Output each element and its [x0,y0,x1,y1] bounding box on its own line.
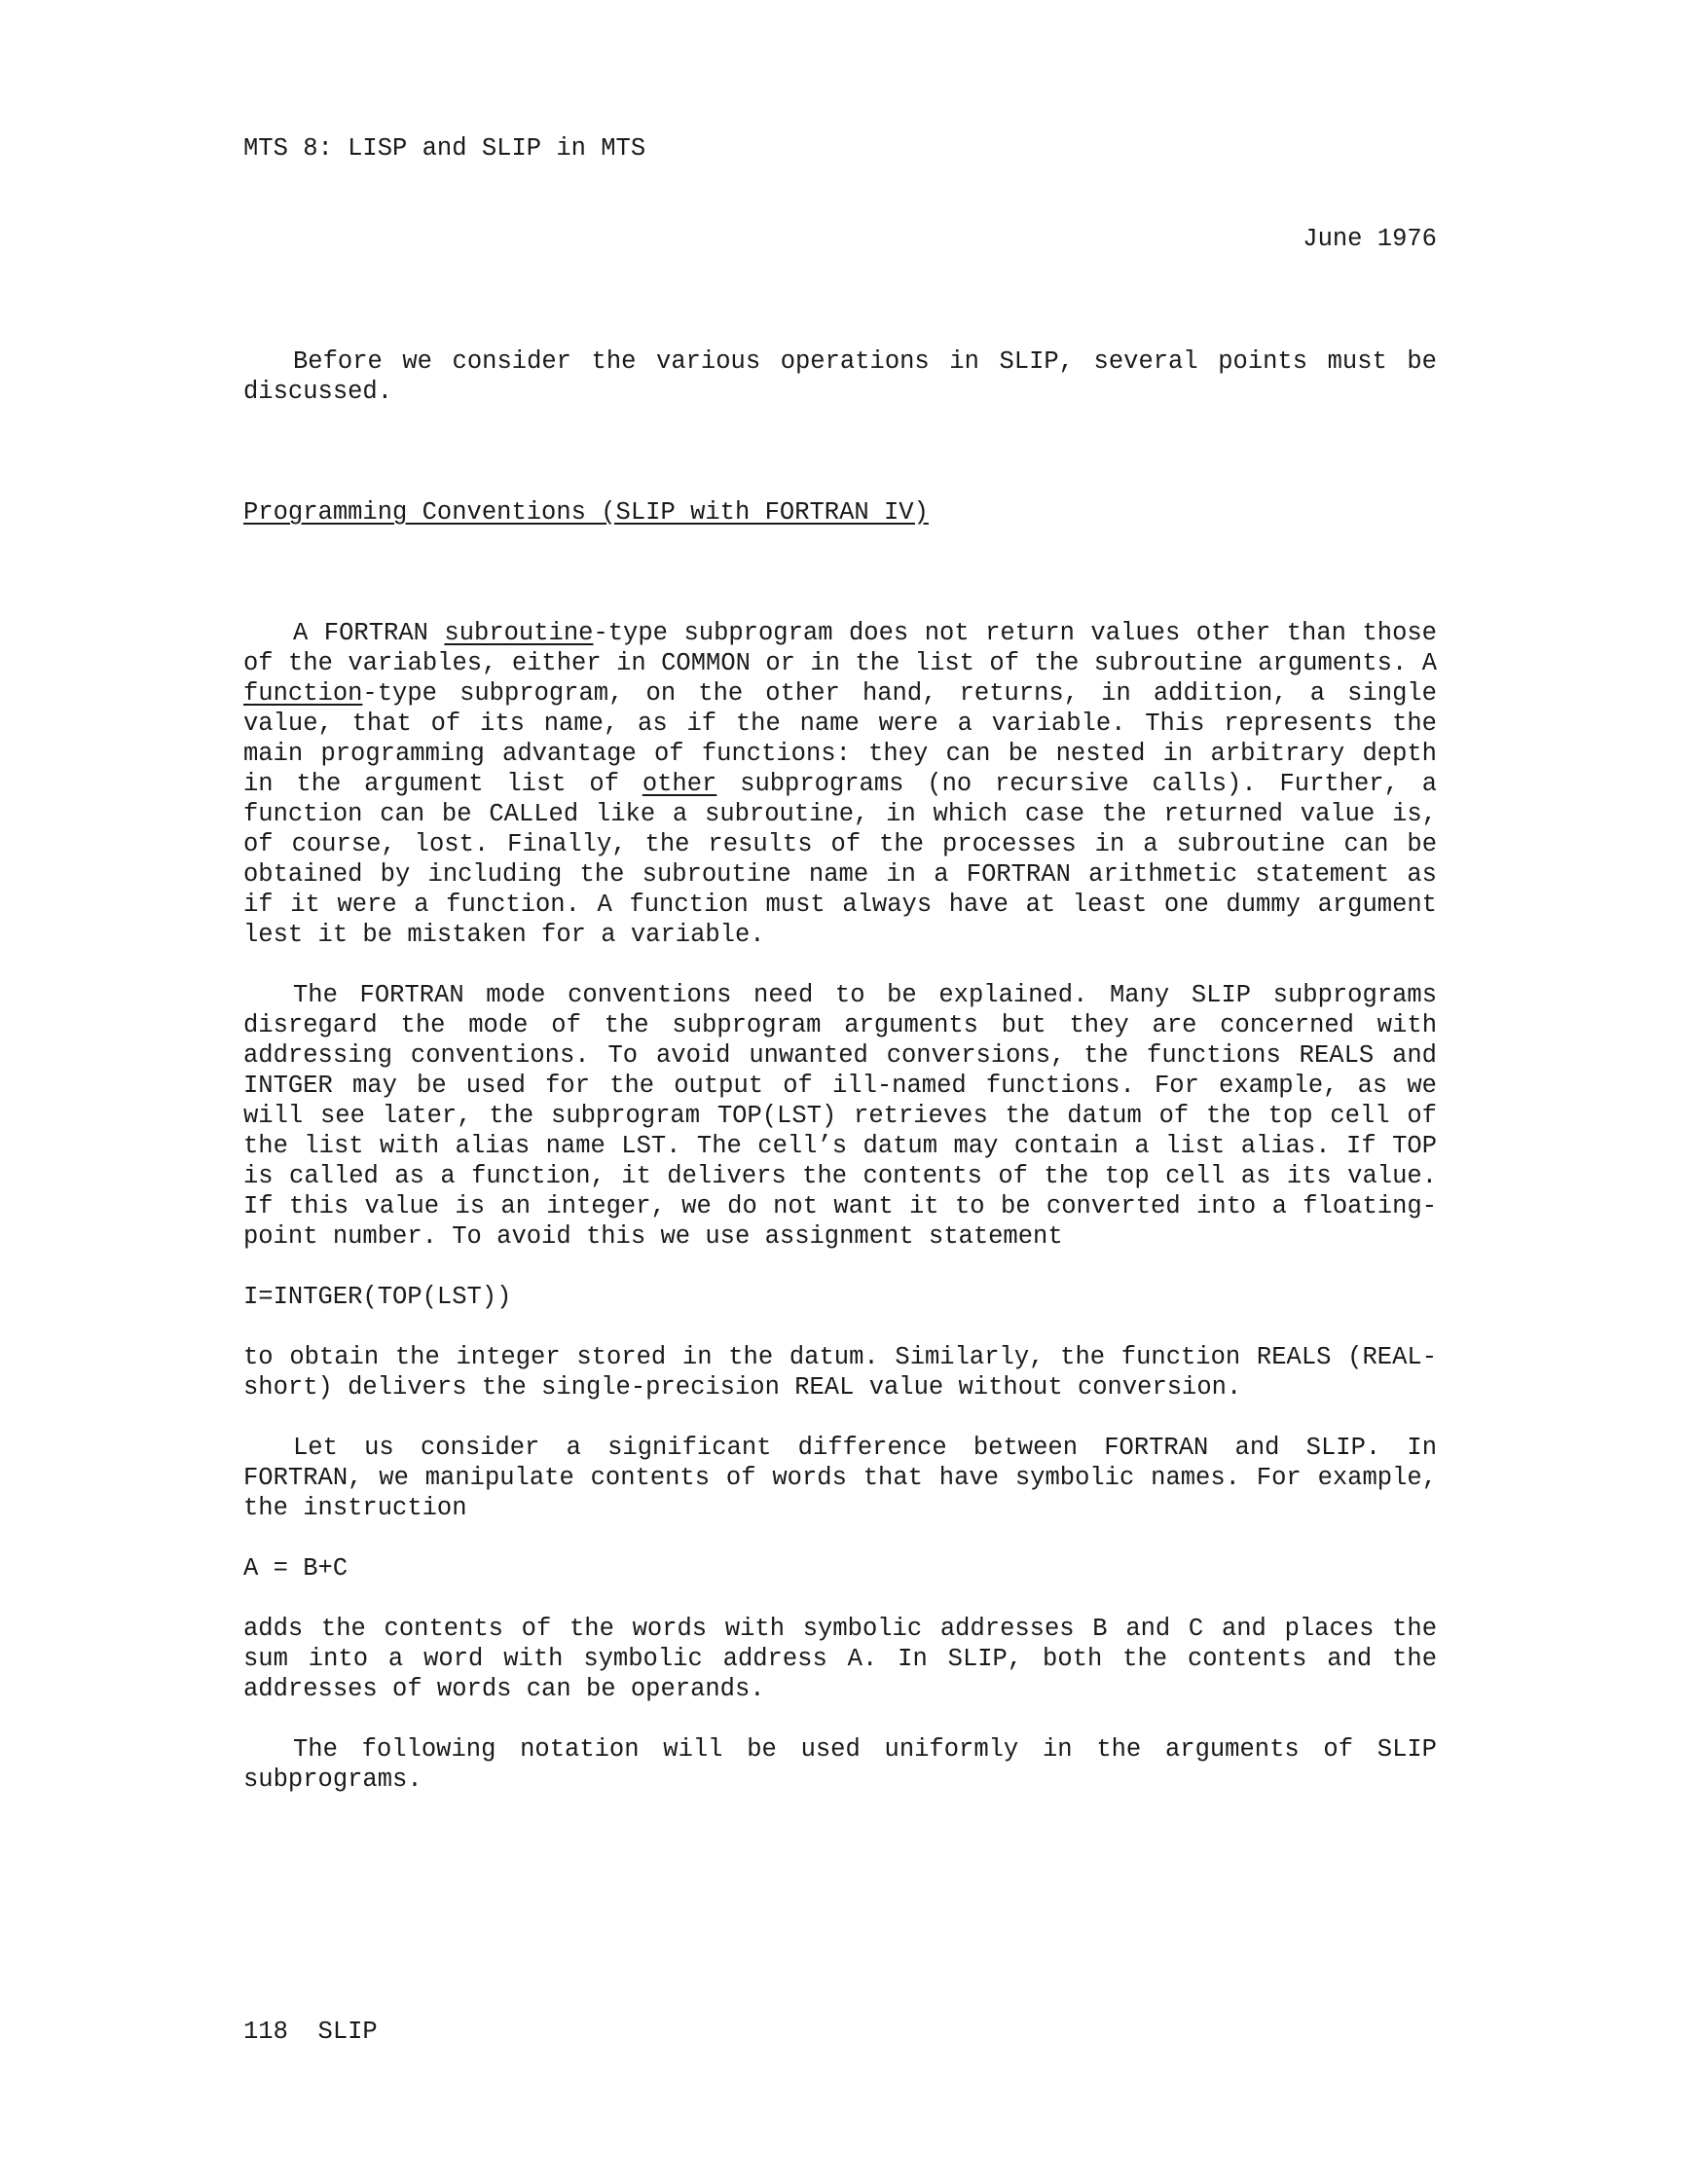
spacer [243,950,1437,980]
code-example-assignment: A = B+C [243,1554,349,1583]
intro-paragraph: Before we consider the various operations in SLIP, several points must be discussed. [243,347,1437,406]
paragraph-mode-continuation: to obtain the integer stored in the datum. Similarly, the function REALS (REAL-short) delivers the single-precision REAL value without conversion. [243,1343,1437,1401]
paragraph-notation: The following notation will be used uniformly in the arguments of SLIP subprograms. [243,1735,1437,1794]
running-header-date: June 1976 [1303,225,1437,253]
page-footer: 118 SLIP [243,2018,378,2046]
spacer [243,1402,1437,1433]
running-header-title: MTS 8: LISP and SLIP in MTS [243,134,646,163]
underlined-term-other: other [642,770,717,798]
spacer [243,1312,1437,1342]
spacer [243,1523,1437,1553]
underlined-term-function: function [243,679,363,708]
paragraph-addresses: adds the contents of the words with symbolic addresses B and C and places the sum into a word with symbolic address A. In SLIP, both the contents and the addresses of words can be operands. [243,1615,1437,1703]
text-run: -type subprogram, on the other hand, returns, in addition, a single value, that of its name, as if the name were a variable. This represents the main programming advantage of functions: they can be nested in arbitrary depth in the argument list of [243,679,1437,798]
spacer [243,1704,1437,1734]
spacer [243,1252,1437,1282]
spacer [243,407,1437,497]
paragraph-subroutine-function [243,618,1437,950]
spacer [243,528,1437,618]
document-body [243,346,1437,1795]
underlined-term-subroutine: subroutine [444,619,594,647]
code-example-intger: I=INTGER(TOP(LST)) [243,1283,512,1311]
paragraph-mode-conventions: The FORTRAN mode conventions need to be explained. Many SLIP subprograms disregard the mode of the subprogram arguments but they are concerned with addressing conventions. To avoid unwanted conversions, the functions REALS and INTGER may be used for the output of ill-named functions. For example, as we will see later, the subprogram TOP(LST) retrieves the datum of the top cell of the list with alias name LST. The cell’s datum may contain a list alias. If TOP is called as a function, it delivers the contents of the top cell as its value. If this value is an integer, we do not want it to be converted into a floating-point number. To avoid this we use assignment statement [243,981,1437,1251]
text-run: -type subprogram does not return values other than those of the variables, either in COMMON or in the list of the subroutine arguments. A [243,619,1437,677]
section-heading: Programming Conventions (SLIP with FORTRAN IV) [243,498,929,527]
text-run: subprograms (no recursive calls). Further, a function can be CALLed like a subroutine, in which case the returned value is, of course, lost. Finally, the results of the processes in a subroutine can be obtained by including the subroutine name in a FORTRAN arithmetic statement as if it were a function. A function must always have at least one dummy argument lest it be mistaken for a variable. [243,770,1437,949]
spacer [243,1583,1437,1614]
paragraph-fortran-vs-slip: Let us consider a significant difference between FORTRAN and SLIP. In FORTRAN, we manipulate contents of words that have symbolic names. For example, the instruction [243,1434,1437,1522]
text-run: A FORTRAN [293,619,445,647]
